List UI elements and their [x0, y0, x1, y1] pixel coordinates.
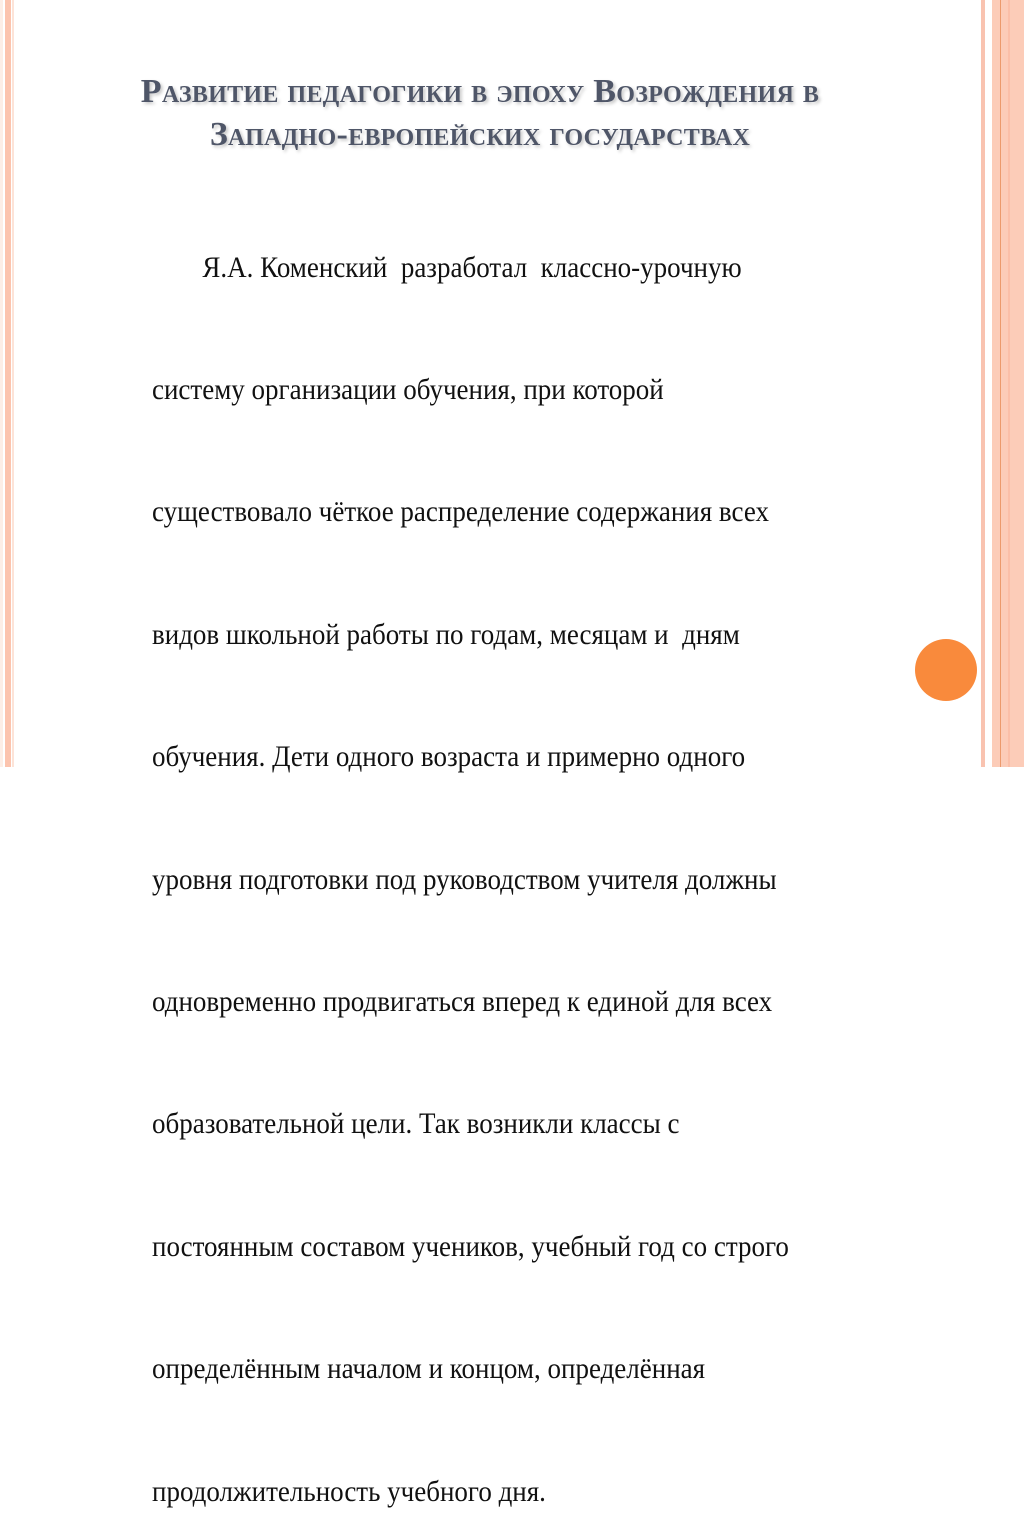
body-line: постоянным составом учеников, учебный год со строго	[152, 1229, 789, 1263]
slide-body-text	[152, 166, 854, 1534]
body-line: определённым началом и концом, определённая	[152, 1352, 706, 1386]
body-line: уровня подготовки под руководством учителя должны	[152, 862, 777, 896]
slide-title	[0, 70, 960, 156]
body-line: образовательной цели. Так возникли классы с	[152, 1107, 680, 1141]
body-line: обучения. Дети одного возраста и примерно одного	[152, 740, 746, 774]
orange-circle-icon	[915, 639, 977, 701]
body-line: систему организации обучения, при которой	[152, 372, 664, 406]
body-line: Я.А. Коменский разработал классно-урочную	[202, 250, 742, 284]
right-stripe-thin	[981, 0, 985, 767]
right-stripe-light-line	[1008, 0, 1010, 767]
body-line: существовало чёткое распределение содержания всех	[152, 495, 769, 529]
body-line: одновременно продвигаться вперед к единой для всех	[152, 984, 773, 1018]
title-line-1: Развитие педагогики в эпоху Возрождения в	[140, 73, 820, 110]
title-line-2: Западно-европейских государствах	[209, 116, 751, 153]
body-line: продолжительность учебного дня.	[152, 1474, 546, 1508]
right-stripe-dark-line	[1000, 0, 1001, 767]
body-line: видов школьной работы по годам, месяцам и дням	[152, 617, 740, 651]
